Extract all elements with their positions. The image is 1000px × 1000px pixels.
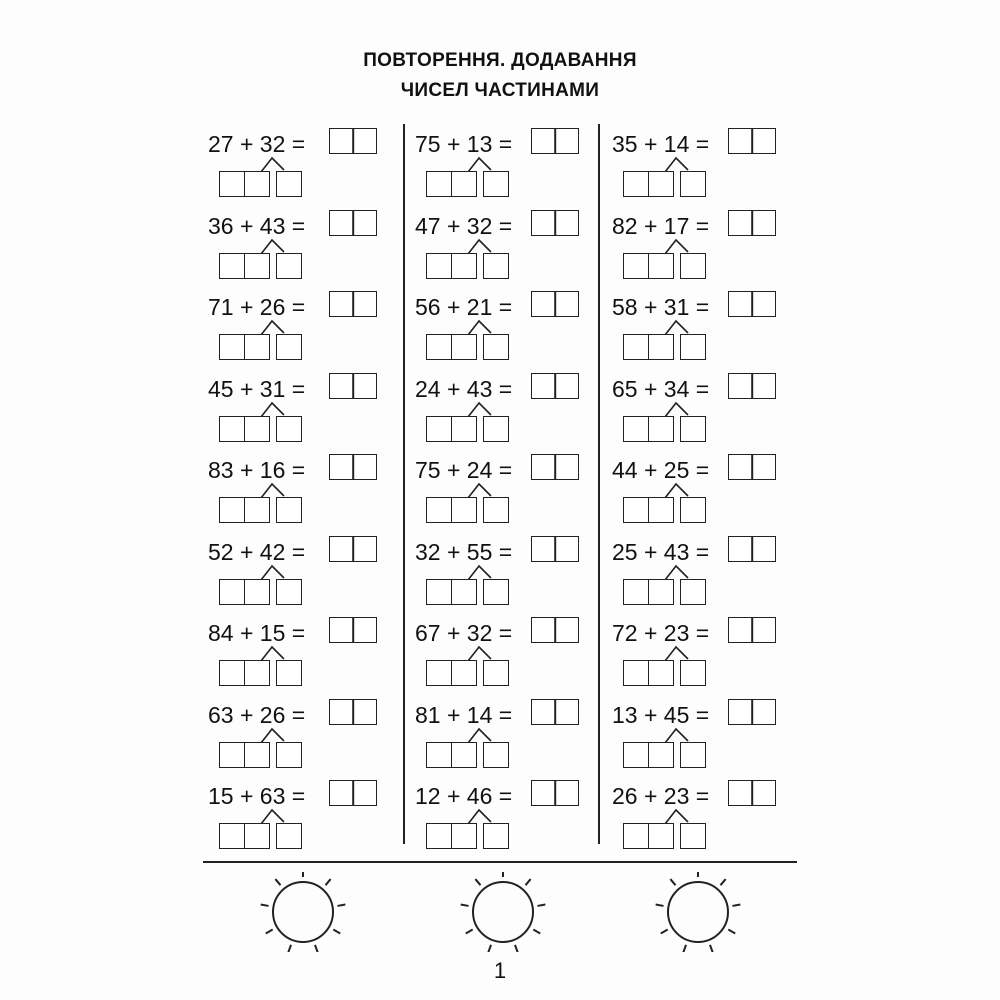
part-cell[interactable] (648, 742, 674, 768)
part-cell[interactable] (483, 823, 509, 849)
part-cell[interactable] (219, 334, 245, 360)
part-cell[interactable] (219, 742, 245, 768)
part-cell[interactable] (483, 334, 509, 360)
addition-problem (208, 291, 408, 366)
problem-expression: 84 + 15 = (208, 620, 306, 646)
answer-box[interactable] (531, 780, 579, 806)
problem-expression: 56 + 21 = (415, 294, 513, 320)
part-cell[interactable] (680, 660, 706, 686)
problem-expression: 71 + 26 = (208, 294, 306, 320)
addition-problem (208, 617, 408, 692)
answer-box[interactable] (531, 291, 579, 317)
part-cell[interactable] (483, 171, 509, 197)
problem-expression: 27 + 32 = (208, 131, 306, 157)
problem-expression: 32 + 55 = (415, 538, 513, 565)
addition-problem (612, 291, 812, 366)
part-cell[interactable] (648, 823, 674, 849)
part-cell[interactable] (219, 660, 245, 686)
answer-box[interactable] (531, 128, 579, 154)
part-cell[interactable] (426, 579, 452, 605)
part-cell[interactable] (648, 171, 674, 197)
part-cell[interactable] (276, 253, 302, 279)
problem-expression: 83 + 16 = (208, 457, 306, 483)
part-cell[interactable] (451, 742, 477, 768)
part-cell[interactable] (244, 171, 270, 197)
addition-problem (612, 128, 812, 203)
part-cell[interactable] (276, 497, 302, 523)
addition-problem (208, 128, 408, 203)
part-cell[interactable] (483, 742, 509, 768)
part-cell[interactable] (680, 497, 706, 523)
addition-problem (415, 536, 615, 611)
addition-problem (415, 780, 615, 855)
answer-box[interactable] (329, 699, 377, 725)
part-cell[interactable] (623, 253, 649, 279)
answer-box[interactable] (329, 454, 377, 480)
addition-problem (612, 373, 812, 448)
part-cell[interactable] (623, 171, 649, 197)
addition-problem (612, 699, 812, 774)
problem-expression: 36 + 43 = (208, 212, 306, 239)
answer-box[interactable] (531, 454, 579, 480)
problem-expression: 47 + 32 = (415, 212, 513, 239)
part-cell[interactable] (426, 660, 452, 686)
part-cell[interactable] (648, 253, 674, 279)
part-cell[interactable] (680, 823, 706, 849)
answer-box[interactable] (728, 536, 776, 562)
problem-expression: 26 + 23 = (612, 783, 710, 809)
problem-expression: 63 + 26 = (208, 701, 306, 728)
part-cell[interactable] (451, 171, 477, 197)
part-cell[interactable] (648, 497, 674, 523)
addition-problem (415, 210, 615, 285)
problem-expression: 65 + 34 = (612, 375, 710, 402)
worksheet-title-line-2: ЧИСЕЛ ЧАСТИНАМИ (400, 80, 600, 101)
part-cell[interactable] (623, 742, 649, 768)
part-cell[interactable] (426, 416, 452, 442)
part-cell[interactable] (483, 579, 509, 605)
part-cell[interactable] (451, 579, 477, 605)
answer-box[interactable] (728, 699, 776, 725)
addition-problem (415, 291, 615, 366)
part-cell[interactable] (276, 334, 302, 360)
part-cell[interactable] (244, 334, 270, 360)
part-cell[interactable] (244, 823, 270, 849)
addition-problem (612, 210, 812, 285)
problem-expression: 67 + 32 = (415, 620, 513, 646)
answer-box[interactable] (531, 536, 579, 562)
part-cell[interactable] (623, 334, 649, 360)
part-cell[interactable] (426, 253, 452, 279)
addition-problem (208, 210, 408, 285)
problem-expression: 52 + 42 = (208, 538, 306, 565)
part-cell[interactable] (648, 416, 674, 442)
part-cell[interactable] (451, 334, 477, 360)
sun-icon (250, 872, 360, 952)
sun-icon (645, 872, 755, 952)
worksheet-title-line-1: ПОВТОРЕННЯ. ДОДАВАННЯ (363, 50, 637, 71)
part-cell[interactable] (648, 334, 674, 360)
addition-problem (612, 780, 812, 855)
problem-expression: 75 + 24 = (415, 457, 513, 483)
part-cell[interactable] (623, 497, 649, 523)
part-cell[interactable] (276, 416, 302, 442)
problem-expression: 58 + 31 = (612, 294, 710, 320)
part-cell[interactable] (219, 253, 245, 279)
part-cell[interactable] (244, 253, 270, 279)
addition-problem (208, 780, 408, 855)
part-cell[interactable] (680, 253, 706, 279)
answer-box[interactable] (728, 454, 776, 480)
part-cell[interactable] (451, 497, 477, 523)
problem-expression: 44 + 25 = (612, 457, 710, 483)
answer-box[interactable] (728, 373, 776, 399)
addition-problem (415, 373, 615, 448)
part-cell[interactable] (680, 579, 706, 605)
part-cell[interactable] (680, 171, 706, 197)
part-cell[interactable] (451, 660, 477, 686)
addition-problem (612, 617, 812, 692)
part-cell[interactable] (219, 416, 245, 442)
part-cell[interactable] (276, 742, 302, 768)
answer-box[interactable] (728, 780, 776, 806)
answer-box[interactable] (728, 617, 776, 643)
part-cell[interactable] (219, 171, 245, 197)
part-cell[interactable] (276, 823, 302, 849)
addition-problem (415, 454, 615, 529)
addition-problem (415, 128, 615, 203)
part-cell[interactable] (276, 579, 302, 605)
problem-expression: 25 + 43 = (612, 538, 710, 565)
answer-box[interactable] (329, 291, 377, 317)
addition-problem (208, 454, 408, 529)
part-cell[interactable] (451, 416, 477, 442)
part-cell[interactable] (623, 660, 649, 686)
answer-box[interactable] (329, 128, 377, 154)
problem-expression: 12 + 46 = (415, 783, 513, 809)
part-cell[interactable] (219, 579, 245, 605)
part-cell[interactable] (426, 823, 452, 849)
part-cell[interactable] (623, 416, 649, 442)
problem-expression: 72 + 23 = (612, 620, 710, 646)
part-cell[interactable] (483, 660, 509, 686)
addition-problem (415, 699, 615, 774)
answer-box[interactable] (329, 210, 377, 236)
part-cell[interactable] (244, 416, 270, 442)
part-cell[interactable] (244, 579, 270, 605)
problem-expression: 81 + 14 = (415, 701, 513, 728)
sun-icon (450, 872, 560, 952)
part-cell[interactable] (426, 171, 452, 197)
answer-box[interactable] (531, 210, 579, 236)
part-cell[interactable] (426, 334, 452, 360)
part-cell[interactable] (483, 497, 509, 523)
problem-expression: 13 + 45 = (612, 701, 710, 728)
problem-expression: 75 + 13 = (415, 131, 513, 157)
part-cell[interactable] (244, 660, 270, 686)
answer-box[interactable] (329, 373, 377, 399)
addition-problem (208, 699, 408, 774)
part-cell[interactable] (680, 334, 706, 360)
part-cell[interactable] (451, 253, 477, 279)
part-cell[interactable] (451, 823, 477, 849)
problem-expression: 15 + 63 = (208, 783, 306, 809)
bottom-rule (203, 861, 797, 863)
answer-box[interactable] (531, 373, 579, 399)
answer-box[interactable] (329, 536, 377, 562)
part-cell[interactable] (648, 579, 674, 605)
part-cell[interactable] (680, 742, 706, 768)
addition-problem (415, 617, 615, 692)
problem-expression: 82 + 17 = (612, 212, 710, 239)
answer-box[interactable] (728, 291, 776, 317)
addition-problem (208, 536, 408, 611)
part-cell[interactable] (244, 742, 270, 768)
answer-box[interactable] (531, 699, 579, 725)
problem-expression: 35 + 14 = (612, 131, 710, 157)
answer-box[interactable] (329, 617, 377, 643)
answer-box[interactable] (329, 780, 377, 806)
part-cell[interactable] (623, 579, 649, 605)
part-cell[interactable] (623, 823, 649, 849)
part-cell[interactable] (680, 416, 706, 442)
answer-box[interactable] (531, 617, 579, 643)
part-cell[interactable] (426, 742, 452, 768)
problem-expression: 45 + 31 = (208, 375, 306, 402)
problem-expression: 24 + 43 = (415, 375, 513, 402)
answer-box[interactable] (728, 210, 776, 236)
part-cell[interactable] (648, 660, 674, 686)
part-cell[interactable] (219, 497, 245, 523)
part-cell[interactable] (276, 171, 302, 197)
part-cell[interactable] (426, 497, 452, 523)
part-cell[interactable] (244, 497, 270, 523)
part-cell[interactable] (483, 416, 509, 442)
addition-problem (612, 536, 812, 611)
answer-box[interactable] (728, 128, 776, 154)
page-number: 1 (493, 958, 507, 983)
part-cell[interactable] (483, 253, 509, 279)
addition-problem (208, 373, 408, 448)
part-cell[interactable] (276, 660, 302, 686)
part-cell[interactable] (219, 823, 245, 849)
addition-problem (612, 454, 812, 529)
